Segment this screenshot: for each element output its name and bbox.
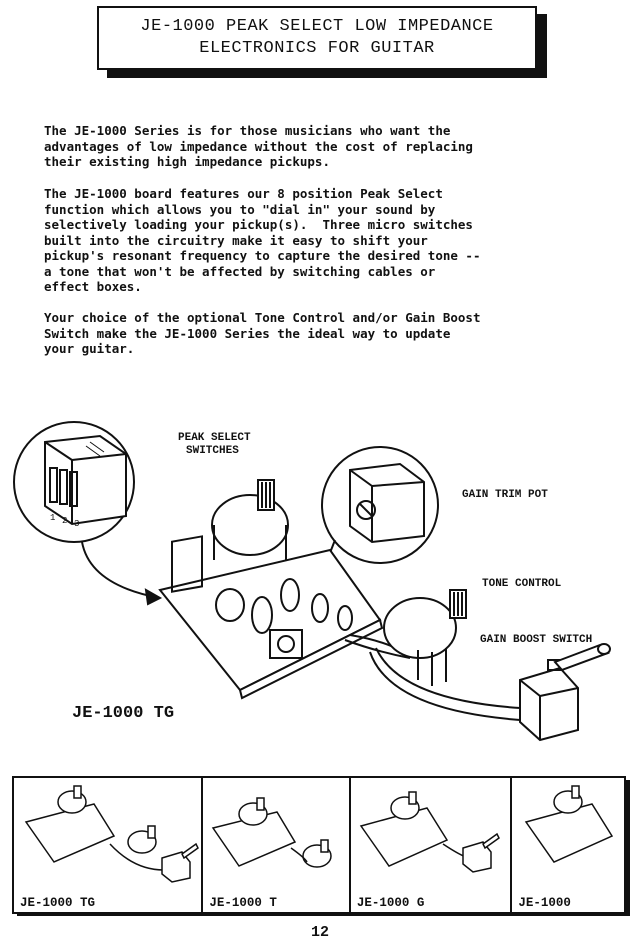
page-number: 12 xyxy=(310,924,329,941)
variant-g-illustration xyxy=(351,778,511,888)
variant-t-illustration xyxy=(203,778,349,888)
paragraph-intro: The JE-1000 Series is for those musicians who want the advantages of low impedance without the cost of replacing their existing high impedance pickups. xyxy=(44,123,473,169)
label-gain-boost-switch: GAIN BOOST SWITCH xyxy=(480,634,593,646)
label-tone-control: TONE CONTROL xyxy=(482,578,562,590)
variant-cell-tg xyxy=(14,778,203,912)
variant-tg-illustration xyxy=(14,778,202,888)
variant-label: JE-1000 G xyxy=(356,896,425,910)
variant-label: JE-1000 T xyxy=(209,896,277,910)
variant-cell-t xyxy=(203,778,351,912)
label-peak-select-2: SWITCHES xyxy=(186,445,239,457)
title-line-1: JE-1000 PEAK SELECT LOW IMPEDANCE xyxy=(140,17,494,36)
main-model-label: JE-1000 TG xyxy=(72,704,175,723)
trim-pot-icon xyxy=(350,464,424,542)
variant-cell-base xyxy=(512,778,624,912)
switch-number-1: 1 xyxy=(50,513,56,523)
variant-cell-g xyxy=(351,778,512,912)
variant-base-illustration xyxy=(512,778,624,888)
title-box xyxy=(97,6,537,70)
circuit-board-icon xyxy=(160,550,380,690)
paragraph-features: The JE-1000 board features our 8 position Peak Select function which allows you to "dial in" your sound by selectively loading your pickup(s). Three micro switches built into the circuitry make it easy to shift your pickup's resonant frequency to capture the desired tone -- a tone that won't be affected by switching cables or effect boxes. xyxy=(44,186,481,294)
label-peak-select-1: PEAK SELECT xyxy=(178,432,251,444)
dip-switch-icon xyxy=(45,436,126,524)
switch-number-3: 3 xyxy=(74,519,80,529)
variant-label: JE-1000 xyxy=(518,896,571,910)
variant-strip xyxy=(12,776,626,914)
gain-boost-switch-icon xyxy=(520,668,578,740)
label-gain-trim-pot: GAIN TRIM POT xyxy=(462,489,548,501)
title-line-2: ELECTRONICS FOR GUITAR xyxy=(199,39,435,58)
variant-label: JE-1000 TG xyxy=(20,896,96,910)
paragraph-options: Your choice of the optional Tone Control and/or Gain Boost Switch make the JE-1000 Series the ideal way to update your guitar. xyxy=(44,310,481,356)
switch-number-2: 2 xyxy=(62,516,68,526)
